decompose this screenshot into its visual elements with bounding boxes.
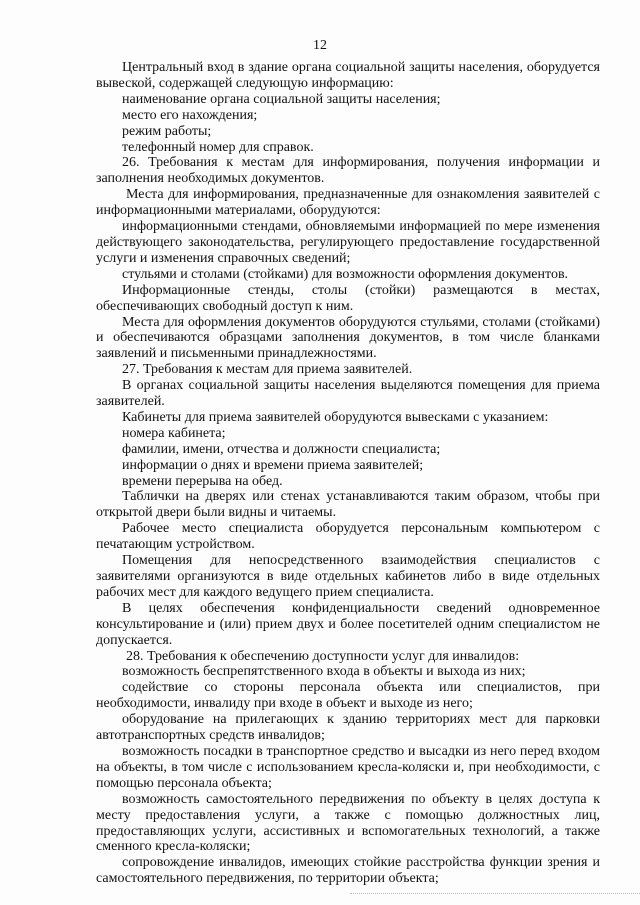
paragraph-parking: оборудование на прилегающих к зданию территориях мест для парковки автотранспортных средств инвалидов; — [96, 712, 600, 744]
paragraph-staff-assistance: содействие со стороны персонала объекта или специалистов, при необходимости, инвалиду при входе в объект и выходе из него; — [96, 680, 600, 712]
paragraph-info-places: Места для информирования, предназначенные для ознакомления заявителей с информационными материалами, оборудуются: — [96, 187, 600, 219]
paragraph-work-hours: режим работы; — [122, 123, 212, 139]
paragraph-stands-placement: Информационные стенды, столы (стойки) размещаются в местах, обеспечивающих свободный доступ к ним. — [96, 282, 600, 314]
paragraph-document-places: Места для оформления документов оборудуются стульями, столами (стойками) и обеспечиваются образцами заполнения документов, в том числе бланками заявлений и письменными принадлежностями. — [96, 314, 600, 362]
paragraph-reception-rooms: В органах социальной защиты населения выделяются помещения для приема заявителей. — [96, 378, 600, 410]
section-28-heading: 28. Требования к обеспечению доступности услуг для инвалидов: — [126, 648, 520, 664]
paragraph-boarding-vehicle: возможность посадки в транспортное средство и высадки из него перед входом на объекты, в том числе с использованием кресла-коляски и, при необходимости, с помощью персонала объекта; — [96, 743, 600, 791]
paragraph-confidentiality: В целях обеспечения конфиденциальности сведений одновременное консультирование и (или) прием двух и более посетителей одним специалистом не допускается. — [96, 600, 600, 648]
paragraph-info-stands: информационными стендами, обновляемыми информацией по мере изменения действующего законодательства, регулирующего предоставление государственной услуги и изменения справочных сведений; — [96, 219, 600, 266]
paragraph-door-plates: Таблички на дверях или стенах устанавливаются таким образом, чтобы при открытой двери были видны и читаемы. — [96, 489, 600, 521]
section-26-heading: 26. Требования к местам для информирования, получения информации и заполнения необходимых документов. — [96, 155, 600, 187]
paragraph-workplace: Рабочее место специалиста оборудуется персональным компьютером с печатающим устройством. — [96, 521, 600, 553]
paragraph-interaction-rooms: Помещения для непосредственного взаимодействия специалистов с заявителями организуются в виде отдельных кабинетов либо в виде отдельных рабочих мест для каждого ведущего прием специалиста. — [96, 553, 600, 600]
document-body — [96, 60, 600, 887]
paragraph-cabinet-signs: Кабинеты для приема заявителей оборудуются вывесками с указанием: — [122, 409, 549, 425]
paragraph-phone: телефонный номер для справок. — [122, 139, 314, 155]
paragraph-escort: сопровождение инвалидов, имеющих стойкие расстройства функции зрения и самостоятельного передвижения, по территории объекта; — [96, 855, 600, 887]
paragraph-unobstructed-entry: возможность беспрепятственного входа в объекты и выхода из них; — [122, 664, 526, 680]
paragraph-cabinet-number: номера кабинета; — [122, 425, 226, 441]
paragraph-specialist-name: фамилии, имени, отчества и должности специалиста; — [122, 441, 441, 457]
page-number: 12 — [313, 38, 327, 53]
scan-edge-line — [350, 893, 640, 894]
paragraph-lunch-break: времени перерыва на обед. — [122, 473, 283, 489]
paragraph-reception-days: информации о днях и времени приема заявителей; — [122, 457, 424, 473]
paragraph-org-name: наименование органа социальной защиты населения; — [122, 91, 441, 107]
paragraph-independent-movement: возможность самостоятельного передвижения по объекту в целях доступа к месту предоставления услуги, а также с помощью должностных лиц, предоставляющих услуги, ассистивных и вспомогательных технологий, а также сменного кресла-коляски; — [96, 791, 600, 855]
paragraph-chairs-tables: стульями и столами (стойками) для возможности оформления документов. — [122, 266, 569, 282]
paragraph-location: место его нахождения; — [122, 107, 258, 123]
paragraph-entrance-sign: Центральный вход в здание органа социальной защиты населения, оборудуется вывеской, содержащей следующую информацию: — [96, 60, 600, 91]
section-27-heading: 27. Требования к местам для приема заявителей. — [122, 362, 413, 378]
